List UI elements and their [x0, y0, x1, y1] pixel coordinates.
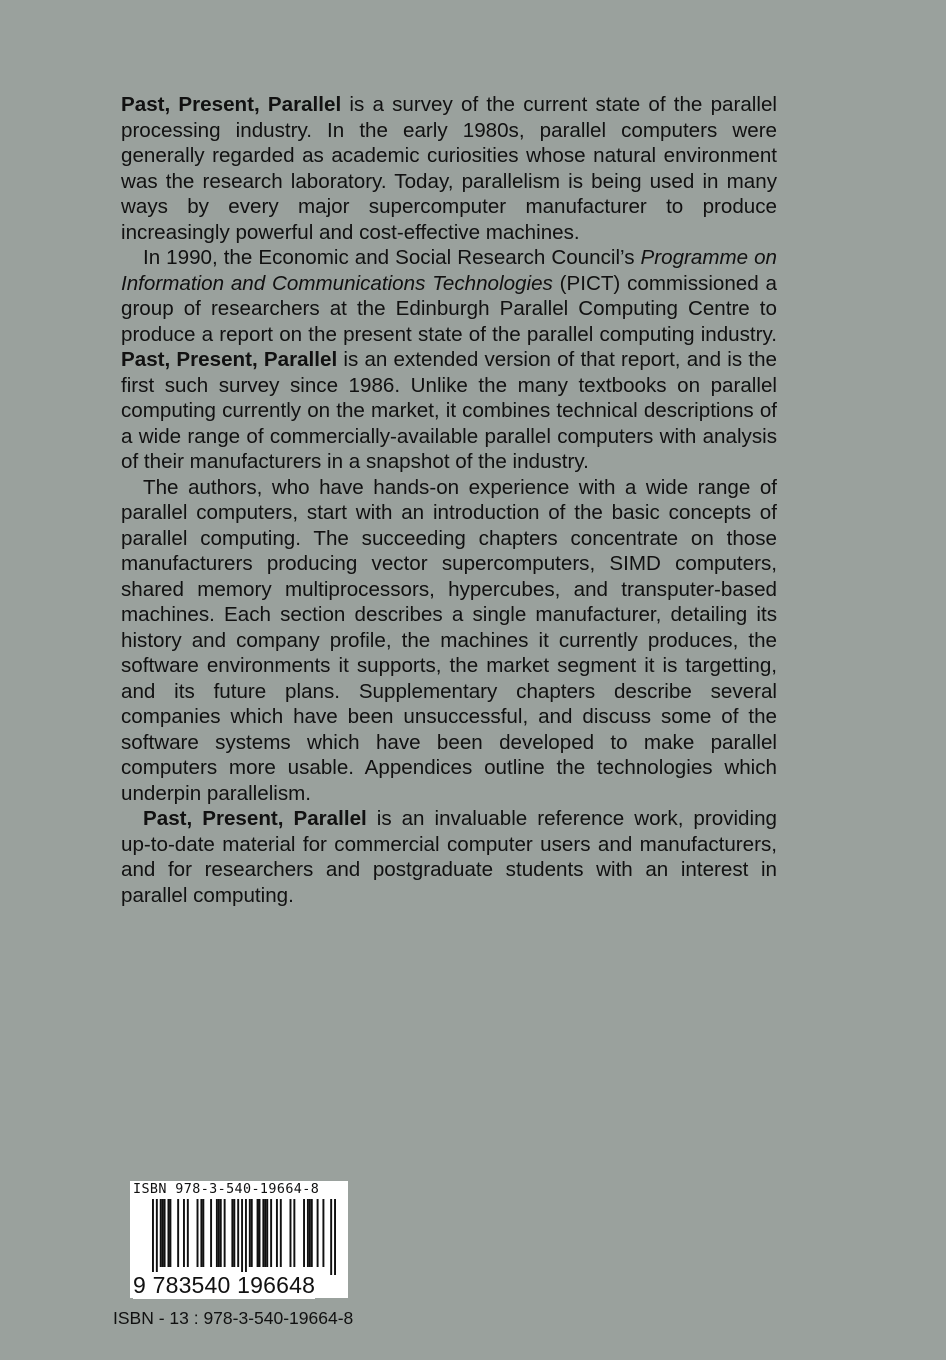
barcode-bar	[183, 1199, 185, 1267]
barcode-bar	[231, 1199, 233, 1267]
blurb-paragraph-1	[121, 92, 777, 245]
barcode-bar	[162, 1199, 164, 1267]
barcode-bar	[218, 1199, 220, 1267]
barcode-bar	[220, 1199, 222, 1267]
barcode-bar	[187, 1199, 189, 1267]
barcode-bar	[264, 1199, 266, 1267]
barcode-bar	[307, 1199, 309, 1267]
barcode-bar	[276, 1199, 278, 1267]
blurb-paragraph-2	[121, 245, 777, 475]
barcode-bar	[224, 1199, 226, 1267]
book-title-bold: Past, Present, Parallel	[121, 93, 342, 116]
barcode-bar	[164, 1199, 166, 1267]
barcode-bar	[311, 1199, 313, 1267]
barcode-bar	[259, 1199, 261, 1267]
barcode-bar	[152, 1199, 154, 1275]
barcode-bar	[293, 1199, 295, 1267]
barcode-bar	[169, 1199, 171, 1267]
barcode-bar	[280, 1199, 282, 1267]
barcode-bar	[270, 1199, 272, 1267]
back-cover-blurb	[121, 92, 777, 908]
book-title-bold: Past, Present, Parallel	[143, 807, 367, 830]
paragraph-text: is an extended version of that report, and is the first such survey since 1986. Unlike the many textbooks on parallel computing currently on the market, it combines technical descriptions of a wide range of commercially-available parallel computers with analysis of their manufacturers in a snapshot of the industry.	[121, 348, 777, 473]
paragraph-text: (PICT) commissioned a group of researchers at the Edinburgh Parallel Computing Centre to produce a report on the present state of the parallel computing industry.	[121, 271, 777, 346]
barcode-bar	[334, 1199, 336, 1275]
barcode-bar	[200, 1199, 202, 1267]
barcode-bar	[160, 1199, 162, 1267]
paragraph-text: The authors, who have hands-on experience with a wide range of parallel computers, start with an introduction of the basic concepts of parallel computing. The succeeding chapters concentrate on those manufacturers producing vector supercomputers, SIMD computers, shared memory multiprocessors, hypercubes, and transputer-based machines. Each section describes a single manufacturer, detailing its history and company profile, the machines it currently produces, the software environments it supports, the market segment it is targetting, and its future plans. Supplementary chapters describe several companies which have been unsuccessful, and discuss some of the software systems which have been developed to make parallel computers more usable. Appendices outline the technologies which underpin parallelism.	[121, 475, 777, 805]
barcode-bar	[245, 1199, 247, 1275]
barcode-bar	[262, 1199, 264, 1267]
paragraph-text: is an invaluable reference work, providing up-to-date material for commercial computer users and manufacturers, and for researchers and postgraduate students with an interest in parallel computing.	[121, 807, 777, 907]
barcode-bar	[257, 1199, 259, 1267]
barcode-isbn-label: ISBN 978-3-540-19664-8	[133, 1182, 320, 1197]
barcode-bar	[202, 1199, 204, 1267]
blurb-paragraph-4	[121, 806, 777, 908]
paragraph-text: In 1990, the Economic and Social Research Council’s	[143, 246, 641, 269]
barcode-bars	[152, 1199, 336, 1275]
book-title-bold: Past, Present, Parallel	[121, 348, 338, 371]
barcode-bar	[251, 1199, 253, 1267]
barcode-bar	[309, 1199, 311, 1267]
barcode-bar	[233, 1199, 235, 1267]
paragraph-text: is a survey of the current state of the parallel processing industry. In the early 1980s, parallel computers were generally regarded as academic curiosities whose natural environment was the research laboratory. Today, parallelism is being used in many ways by every major supercomputer manufacturer to produce increasingly powerful and cost-effective machines.	[121, 93, 777, 244]
barcode-bar	[156, 1199, 158, 1275]
barcode-bar	[317, 1199, 319, 1267]
barcode-bar	[241, 1199, 243, 1275]
barcode-digits: 9 783540 196648	[133, 1272, 316, 1298]
barcode-bar	[290, 1199, 292, 1267]
barcode-bar	[249, 1199, 251, 1267]
barcode-bar	[266, 1199, 268, 1267]
isbn-barcode	[130, 1181, 348, 1298]
barcode-bar	[303, 1199, 305, 1267]
barcode-bar	[210, 1199, 212, 1267]
barcode-bar	[322, 1199, 324, 1267]
blurb-paragraph-3	[121, 475, 777, 807]
programme-name-italic: Programme on Information and Communications Technologies	[121, 246, 778, 295]
barcode-bar	[216, 1199, 218, 1267]
barcode-bar	[237, 1199, 239, 1267]
isbn-13-footer: ISBN - 13 : 978-3-540-19664-8	[113, 1308, 354, 1328]
barcode-bar	[167, 1199, 169, 1267]
barcode-bar	[330, 1199, 332, 1275]
barcode-bar	[177, 1199, 179, 1267]
barcode-bar	[197, 1199, 199, 1267]
